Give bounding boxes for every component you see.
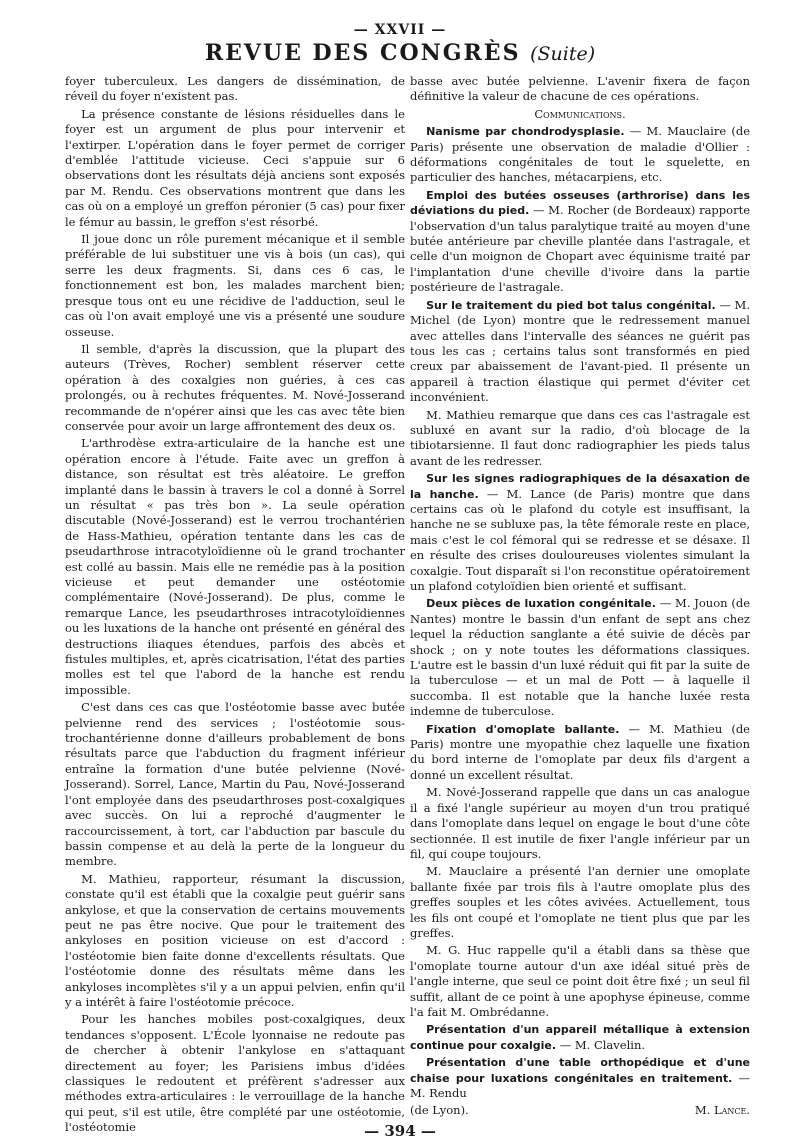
communication-heading: Présentation d'un appareil métallique à extension continue pour coxalgie. (410, 1023, 750, 1052)
communication (410, 1022, 750, 1053)
communication-heading: Deux pièces de luxation congénitale. (426, 597, 656, 611)
communication-body: M. Mauclaire a présenté l'an dernier une omoplate ballante fixée par trois fils à l'autre omoplate plus des greffes souples et les côtes avivées. Actuellement, tous les fils ont coupé et l'omoplate ne tient plus que par les greffes. (410, 864, 750, 940)
right-column (410, 74, 750, 1119)
section-label: Communications. (534, 106, 626, 121)
paragraph: basse avec butée pelvienne. L'avenir fixera de façon définitive la valeur de chacune de ces opérations. (410, 74, 750, 104)
page-number: — 394 — (364, 1122, 436, 1140)
paragraph: foyer tuberculeux. Les dangers de dissémination, de réveil du foyer n'existent pas. (65, 74, 405, 104)
signature-line (410, 1103, 750, 1118)
title-suite: (Suite) (530, 43, 596, 65)
communication-heading: Sur les signes radiographiques de la désaxation de la hanche. (410, 472, 750, 501)
paragraph: Il joue donc un rôle purement mécanique et il semble préférable de lui substituer une vis à bois (un cas), qui serre les deux fragments. Si, dans ces 6 cas, le fonctionnement est bon, les malades marchent bien; presque tous ont eu une récidive de l'adduction, seul le cas où l'on avait employé une vis a présenté une soudure osseuse. (65, 232, 405, 339)
communication-body: — M. Jouon (de Nantes) montre le bassin d'un enfant de sept ans chez lequel la réduction sanglante a été suivie de décès par shock ; on y note toutes les déformations classiques. L'autre est le bassin d'un luxé réduit qui fit par la suite de la tuberculose — et un mal de Pott — à laquelle il succomba. Il est notable que la hanche luxée resta indemne de tuberculose. (410, 596, 751, 719)
communication-body: — M. Mauclaire (de Paris) présente une observation de maladie d'Ollier : déformations congénitales de tout le squelette, en particulier des hanches, métacarpiens, etc. (410, 124, 751, 185)
communication (410, 943, 750, 1020)
communication-body: M. G. Huc rappelle qu'il a établi dans sa thèse que l'omoplate tourne autour d'un axe idéal situé près de l'angle interne, que seul ce point doit être fixé ; un seul fil suffit, allant de ce point à une apophyse épineuse, comme l'a fait M. Ombrédanne. (410, 943, 750, 1019)
communication (410, 1055, 750, 1101)
communication (410, 471, 750, 594)
communication (410, 596, 750, 719)
communication-body: M. Nové-Josserand rappelle que dans un cas analogue il a fixé l'angle supérieur au moyen d'un trou pratiqué dans l'omoplate dans lequel on engage le bout d'une côte sectionnée. Il est inutile de fixer l'angle inférieur par un fil, qui coupe toujours. (410, 785, 750, 861)
closing-place: (de Lyon). (410, 1103, 469, 1118)
paragraph: Il semble, d'après la discussion, que la plupart des auteurs (Trèves, Rocher) semblent réserver cette opération à des coxalgies non guéries, à ces cas prolongés, ou à rechutes fréquentes. M. Nové-Josserand recommande de n'opérer ainsi que les cas avec tête bien conservée pour avoir un large affrontement des deux os. (65, 341, 405, 433)
title-text: REVUE DES CONGRÈS (204, 40, 521, 66)
communication (410, 298, 750, 406)
left-column (65, 74, 405, 1135)
paragraph: Pour les hanches mobiles post-coxalgiques, deux tendances s'opposent. L'École lyonnaise ne redoute pas de chercher à obtenir l'ankylose en s'attaquant directement au foyer; les Parisiens imbus d'idées classiques le redoutent et préfèrent s'adresser aux méthodes extra-articulaires : le verrouillage de la hanche qui peut, s'il est utile, être complété par une ostéotomie, l'ostéotomie (65, 1012, 405, 1135)
communication-body: — M. Michel (de Lyon) montre que le redressement manuel avec attelles dans l'intervalle des séances ne guérit pas tous les cas ; certains talus sont transformés en pied creux par abaissement de l'avant-pied. Il présente un appareil à traction élastique qui permet d'éviter cet inconvénient. (410, 297, 750, 405)
communication-body: — M. Rocher (de Bordeaux) rapporte l'observation d'un talus paralytique traité au moyen d'une butée antérieure par cheville plantée dans l'astragale, et celle d'un moignon de Chopart avec équinisme traité par l'implantation d'une cheville d'ivoire dans la partie postérieure de l'astragale. (410, 203, 750, 295)
communication-heading: Fixation d'omoplate ballante. (426, 722, 620, 736)
communication-body: — M. Clavelin. (556, 1037, 646, 1052)
communication (410, 124, 750, 186)
paragraph: M. Mathieu, rapporteur, résumant la discussion, constate qu'il est établi que la coxalgie peut guérir sans ankylose, et que la conservation de certains mouvements peut ne pas être nocive. Que pour le traitement des ankyloses en position vicieuse on est d'accord : l'ostéotomie bien faite donne d'excellents résultats. Que l'ostéotomie donne des résultats même dans les ankyloses incomplètes s'il y a un appui pelvien, enfin qu'il y a intérêt à faire l'ostéotomie précoce. (65, 871, 405, 1009)
page-header (0, 22, 800, 66)
communication-heading: Emploi des butées osseuses (arthrorise) dans les déviations du pied. (410, 188, 750, 218)
communication-heading: Présentation d'une table orthopédique et d'une chaise pour luxations congénitales en traitement. (410, 1056, 750, 1085)
communication-body: M. Mathieu remarque que dans ces cas l'astragale est subluxé en avant sur la radio, d'où blocage de la tibiotarsienne. Il faut donc radiographier les pieds talus avant de les redresser. (410, 407, 750, 468)
communication-heading: Sur le traitement du pied bot talus congénital. (426, 298, 716, 312)
communication (410, 785, 750, 862)
communication-body: — M. Mathieu (de Paris) montre une myopathie chez laquelle une fixation du bord interne de l'omoplate par deux fils d'argent a donné un excellent résultat. (410, 721, 750, 782)
paragraph: C'est dans ces cas que l'ostéotomie basse avec butée pelvienne rend des services ; l'ostéotomie sous-trochantérienne donne d'ailleurs probablement de bons résultats parce que l'abduction du fragment inférieur entraîne la formation d'une butée pelvienne (Nové-Josserand). Sorrel, Lance, Martin du Pau, Nové-Josserand l'ont employée dans des pseudarthroses post-coxalgiques avec succès. On lui a reproché d'augmenter le raccourcissement, à tort, car l'abduction par bascule du bassin compense et au delà la perte de la longueur du membre. (65, 700, 405, 869)
communication (410, 722, 750, 784)
communication (410, 864, 750, 941)
communication-body: — M. Rendu (410, 1070, 750, 1100)
closing-signature: M. Lance. (694, 1103, 750, 1118)
roman-page-number: — XXVII — (353, 22, 447, 38)
paragraph: La présence constante de lésions résiduelles dans le foyer est un argument de plus pour intervenir et l'extirper. L'opération dans le foyer permet de corriger d'emblée l'attitude vicieuse. Ceci s'appuie sur 6 observations dont les résultats déjà anciens sont exposés par M. Rendu. Ces observations montrent que dans les cas où on a employé un greffon péronier (5 cas) pour fixer le fémur au bassin, le greffon s'est résorbé. (65, 106, 405, 229)
journal-title (0, 40, 800, 66)
communication-body: — M. Lance (de Paris) montre que dans certains cas où le plafond du cotyle est insuffisant, la hanche ne se subluxe pas, la tête fémorale reste en place, mais c'est le col fémoral qui se redresse et se désaxe. Il en résulte des crises douloureuses violentes simulant la coxalgie. Tout disparaît si l'on reconstitue opératoirement un plafond cotyloïdien bien orienté et suffisant. (410, 486, 750, 593)
communication-heading: Nanisme par chondrodysplasie. (426, 125, 625, 139)
paragraph: L'arthrodèse extra-articulaire de la hanche est une opération encore à l'étude. Faite avec un greffon à distance, son résultat est très aléatoire. Le greffon implanté dans le bassin à travers le col a donné à Sorrel un résultat « pas très bon ». La seule opération discutable (Nové-Josserand) est le verrou trochantérien de Hass-Mathieu, opération tentante dans les cas de pseudarthrose intracotyloïdienne où le grand trochanter est collé au bassin. Mais elle ne remédie pas à la position vicieuse et peut demander une ostéotomie complémentaire (Nové-Josserand). De plus, comme le remarque Lance, les pseudarthroses intracotyloïdiennes ou les luxations de la hanche ont présenté en général des destructions iliaques étendues, parfois des abcès et fistules multiples, et, après cicatrisation, l'état des parties molles est tel que l'abord de la hanche est rendu impossible. (65, 436, 405, 697)
communication (410, 408, 750, 470)
communication (410, 188, 750, 296)
